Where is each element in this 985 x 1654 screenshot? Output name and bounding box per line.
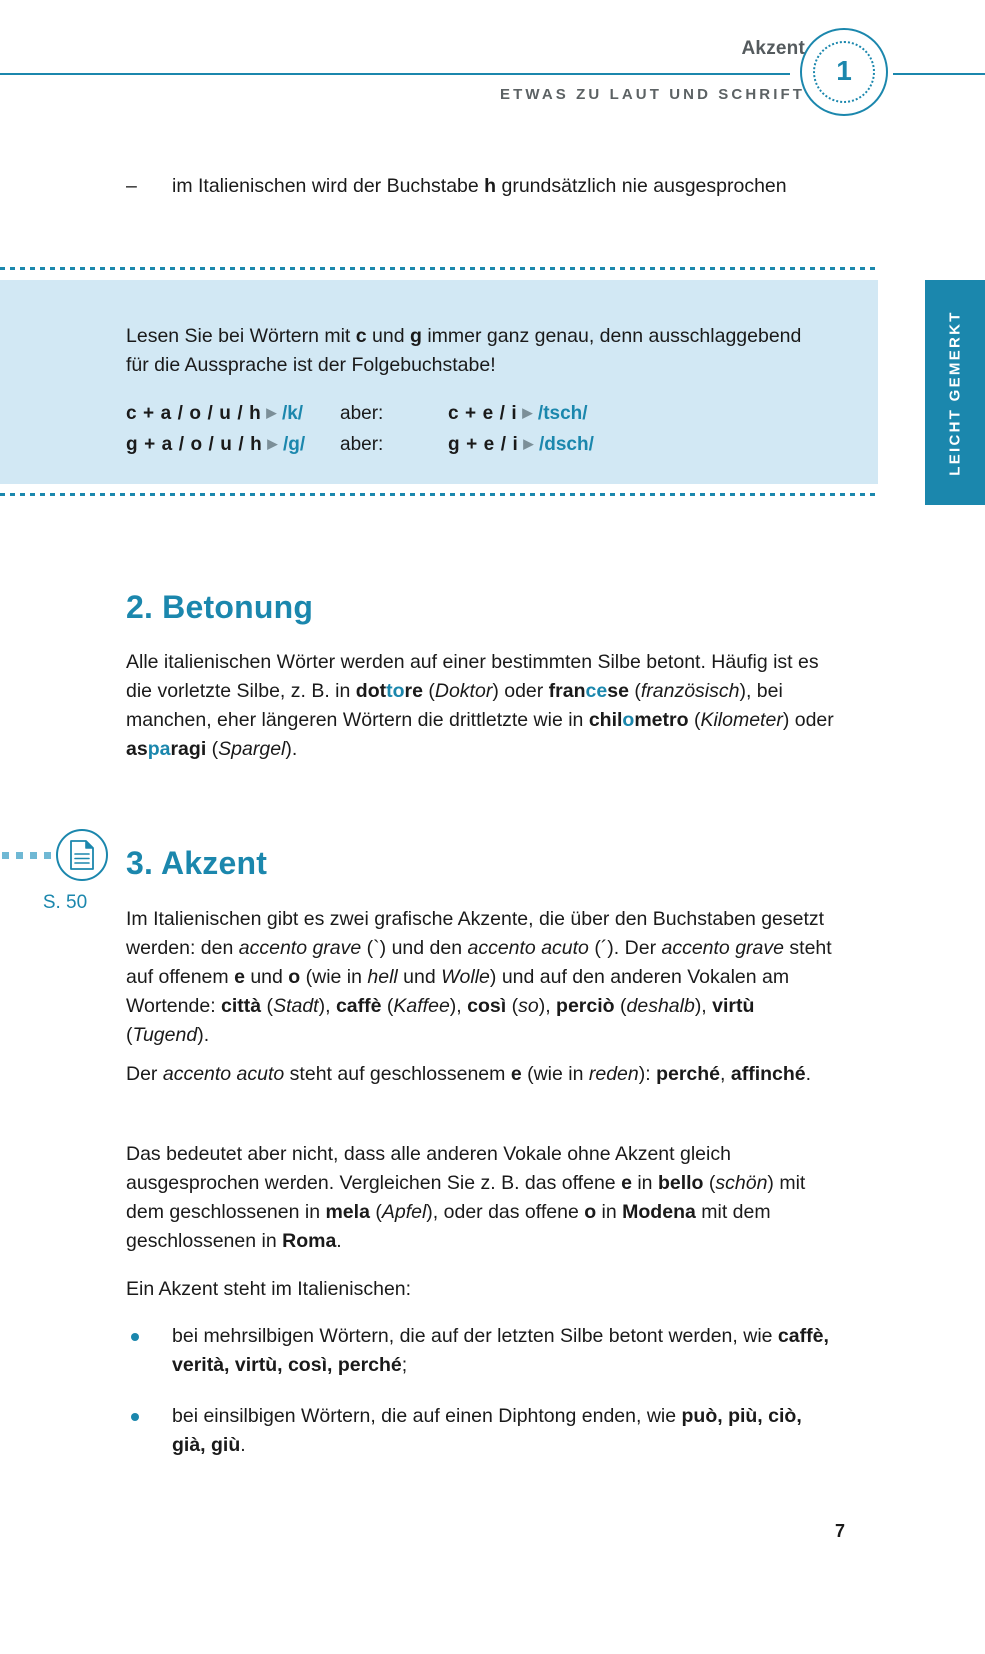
rule-left-pattern [126, 399, 340, 430]
rule-aber-label: aber: [340, 403, 384, 424]
paragraph-akzent-2: Der accento acuto steht auf geschlossenem e (wie in reden): perché, affinché. [126, 1063, 812, 1085]
paragraph-akzent-4: Ein Akzent steht im Italienischen: [126, 1278, 412, 1300]
paragraph-betonung: Alle italienischen Wörter werden auf einer bestimmten Silbe betont. Häufig ist es die vorletzte Silbe, z. B. in dottore (Doktor) oder francese (französisch), bei manchen, eher längeren Wörtern die drittletzte wie in chilometro (Kilometer) oder asparagi (Spargel). [126, 651, 834, 760]
pronunciation-rules-table [126, 399, 808, 461]
rule-right-pattern [448, 430, 594, 461]
section-heading-akzent: 3. Akzent [126, 844, 268, 881]
chapter-number: 1 [836, 55, 852, 86]
rule-left-sound: /k/ [281, 403, 304, 424]
rule-right-letters: c + e / i [448, 403, 518, 424]
section-heading-betonung: 2. Betonung [126, 588, 314, 625]
list-item-text: bei mehrsilbigen Wörtern, die auf der letzten Silbe betont werden, wie caffè, verità, virtù, così, perché; [172, 1325, 829, 1376]
arrow-icon: ▶ [266, 405, 277, 420]
paragraph-akzent-3: Das bedeutet aber nicht, dass alle anderen Vokale ohne Akzent gleich ausgesprochen werden. Vergleichen Sie z. B. das offene e in bello (schön) mit dem geschlossenen in mela (Apfel), oder das offene o in Modena mit dem geschlossenen in Roma. [126, 1143, 806, 1252]
pronunciation-rule-row [126, 430, 808, 461]
intro-dash-list [126, 172, 836, 201]
side-tab-label: LEICHT GEMERKT [946, 309, 964, 476]
rule-right-sound: /tsch/ [537, 403, 588, 424]
dash-marker: – [126, 175, 137, 197]
pronunciation-rule-row [126, 399, 808, 430]
page-header [0, 0, 985, 140]
rule-left-sound: /g/ [282, 434, 306, 455]
list-item-text: bei einsilbigen Wörtern, die auf einen Diphtong enden, wie può, più, ciò, già, giù. [172, 1405, 802, 1456]
header-subtitle: ETWAS ZU LAUT UND SCHRIFT [500, 86, 805, 103]
rule-right-sound: /dsch/ [538, 434, 594, 455]
margin-reference-marker[interactable] [0, 826, 120, 914]
rule-left-pattern [126, 430, 340, 461]
side-tab-leicht-gemerkt [925, 280, 985, 505]
page-number: 7 [834, 1521, 845, 1541]
bullet-dot-icon [131, 1413, 139, 1421]
chapter-number-badge [800, 28, 888, 116]
tipbox-dotted-rule-bottom [0, 493, 878, 496]
tip-box-lead-text: Lesen Sie bei Wörtern mit c und g immer ganz genau, denn ausschlaggebend für die Aussprache ist der Folgebuchstabe! [126, 325, 802, 376]
list-item [126, 1402, 836, 1460]
akzent-bullet-list [126, 1322, 836, 1482]
list-item [126, 172, 836, 201]
margin-reference-page-label[interactable]: S. 50 [42, 892, 88, 913]
header-rule-right [893, 73, 985, 75]
rule-right-letters: g + e / i [448, 434, 519, 455]
list-item-text: im Italienischen wird der Buchstabe h grundsätzlich nie ausgesprochen [172, 175, 787, 197]
arrow-icon: ▶ [267, 436, 278, 451]
header-chapter-title: Akzent [741, 38, 805, 59]
tipbox-dotted-rule-top [0, 267, 878, 270]
tip-box [0, 280, 878, 484]
arrow-icon: ▶ [522, 405, 533, 420]
bullet-dot-icon [131, 1333, 139, 1341]
rule-aber-label: aber: [340, 434, 384, 455]
header-rule-left [0, 73, 790, 75]
rule-left-letters: c + a / o / u / h [126, 403, 262, 424]
paragraph-akzent-1: Im Italienischen gibt es zwei grafische Akzente, die über den Buchstaben gesetzt werden: den accento grave (`) und den accento acuto (´). Der accento grave steht auf offenem e und o (wie in hell und Wolle) und auf den anderen Vokalen am Wortende: città (Stadt), caffè (Kaffee), così (so), perciò (deshalb), virtù (Tugend). [126, 908, 832, 1046]
margin-reference-row [0, 826, 120, 884]
rule-left-letters: g + a / o / u / h [126, 434, 263, 455]
list-item [126, 1322, 836, 1380]
arrow-icon: ▶ [523, 436, 534, 451]
document-icon[interactable] [56, 829, 108, 881]
dotted-leader [2, 852, 54, 859]
rule-right-pattern [448, 399, 588, 430]
